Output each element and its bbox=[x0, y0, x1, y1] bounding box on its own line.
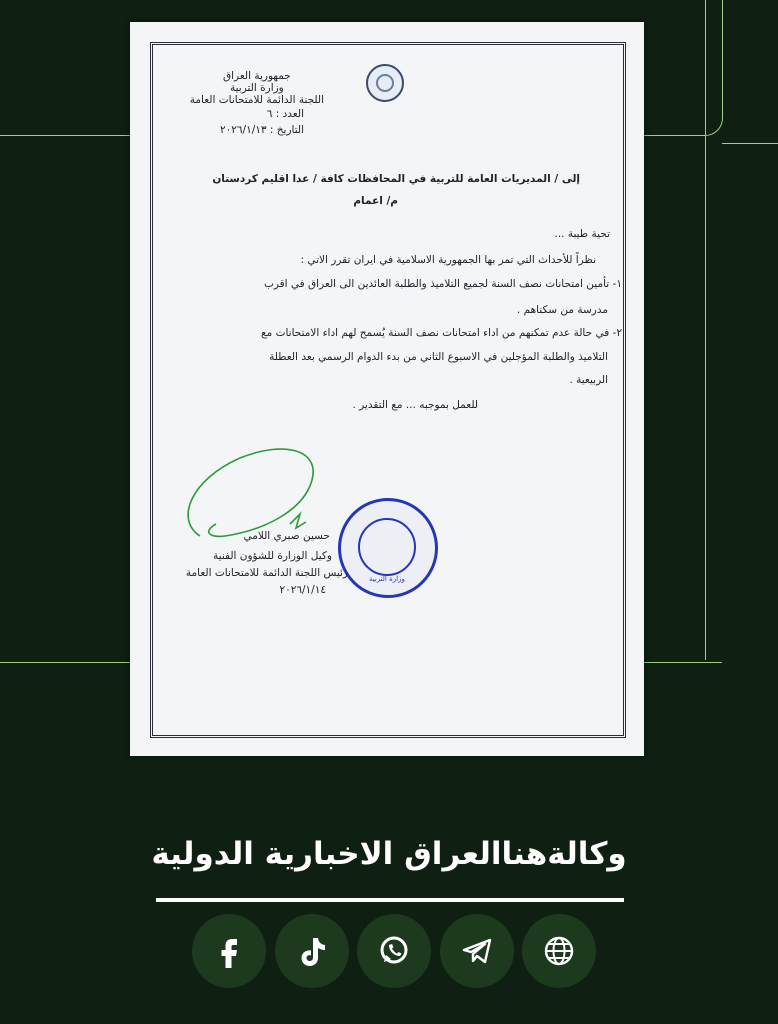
decorative-line bbox=[722, 143, 778, 144]
greeting: تحية طيبة ... bbox=[554, 228, 610, 240]
addressee: إلى / المديريات العامة للتربية في المحافظات كافة / عدا اقليم كردستان bbox=[212, 173, 580, 185]
official-stamp bbox=[338, 498, 438, 598]
social-icons bbox=[192, 914, 596, 988]
item-2-line-3: الربيعية . bbox=[569, 374, 608, 386]
stamp-text: وزارة التربية bbox=[369, 575, 405, 583]
stamp-emblem-icon bbox=[358, 518, 416, 576]
divider bbox=[156, 898, 624, 902]
telegram-icon[interactable] bbox=[440, 914, 514, 988]
tiktok-icon[interactable] bbox=[275, 914, 349, 988]
letterhead-ministry: وزارة التربية bbox=[229, 82, 284, 94]
signatory-title-2: رئيس اللجنة الدائمة للامتحانات العامة bbox=[185, 567, 348, 579]
letterhead bbox=[190, 70, 324, 106]
item-1-line-2: مدرسة من سكناهم . bbox=[516, 304, 608, 316]
signatory-name: حسين صبري اللامي bbox=[243, 530, 330, 542]
whatsapp-icon[interactable] bbox=[357, 914, 431, 988]
letterhead-country: جمهورية العراق bbox=[222, 70, 291, 82]
decorative-line bbox=[705, 0, 706, 660]
signatory-title-1: وكيل الوزارة للشؤون الفنية bbox=[213, 550, 332, 562]
ministry-emblem-icon bbox=[366, 64, 404, 102]
globe-icon[interactable] bbox=[522, 914, 596, 988]
item-2-line-2: التلاميذ والطلبة المؤجلين في الاسبوع الثاني من بدء الدوام الرسمي بعد العطلة bbox=[269, 351, 608, 363]
item-1-line-1: ١- تأمين امتحانات نصف السنة لجميع التلاميذ والطلبة العائدين الى العراق في اقرب bbox=[263, 278, 622, 290]
item-2-line-1: ٢- في حالة عدم تمكنهم من اداء امتحانات نصف السنة يُسمح لهم اداء الامتحانات مع bbox=[261, 327, 622, 339]
facebook-icon[interactable] bbox=[192, 914, 266, 988]
agency-name: وكالةهناالعراق الاخبارية الدولية bbox=[151, 836, 627, 872]
signature-date: ٢٠٢٦/١/١٤ bbox=[279, 584, 326, 596]
closing-line: للعمل بموجبه ... مع التقدير . bbox=[352, 399, 478, 411]
subject: م/ اعمام bbox=[353, 195, 398, 207]
document-date: التاريخ : ٢٠٢٦/١/١٣ bbox=[219, 124, 304, 136]
intro-paragraph: نظراً للأحداث التي تمر بها الجمهورية الاسلامية في ايران تقرر الاتي : bbox=[300, 254, 596, 266]
letterhead-committee: اللجنة الدائمة للامتحانات العامة bbox=[189, 94, 324, 106]
document-photo bbox=[130, 22, 644, 756]
document-border bbox=[150, 42, 626, 738]
document-number: العدد : ٦ bbox=[266, 108, 304, 120]
